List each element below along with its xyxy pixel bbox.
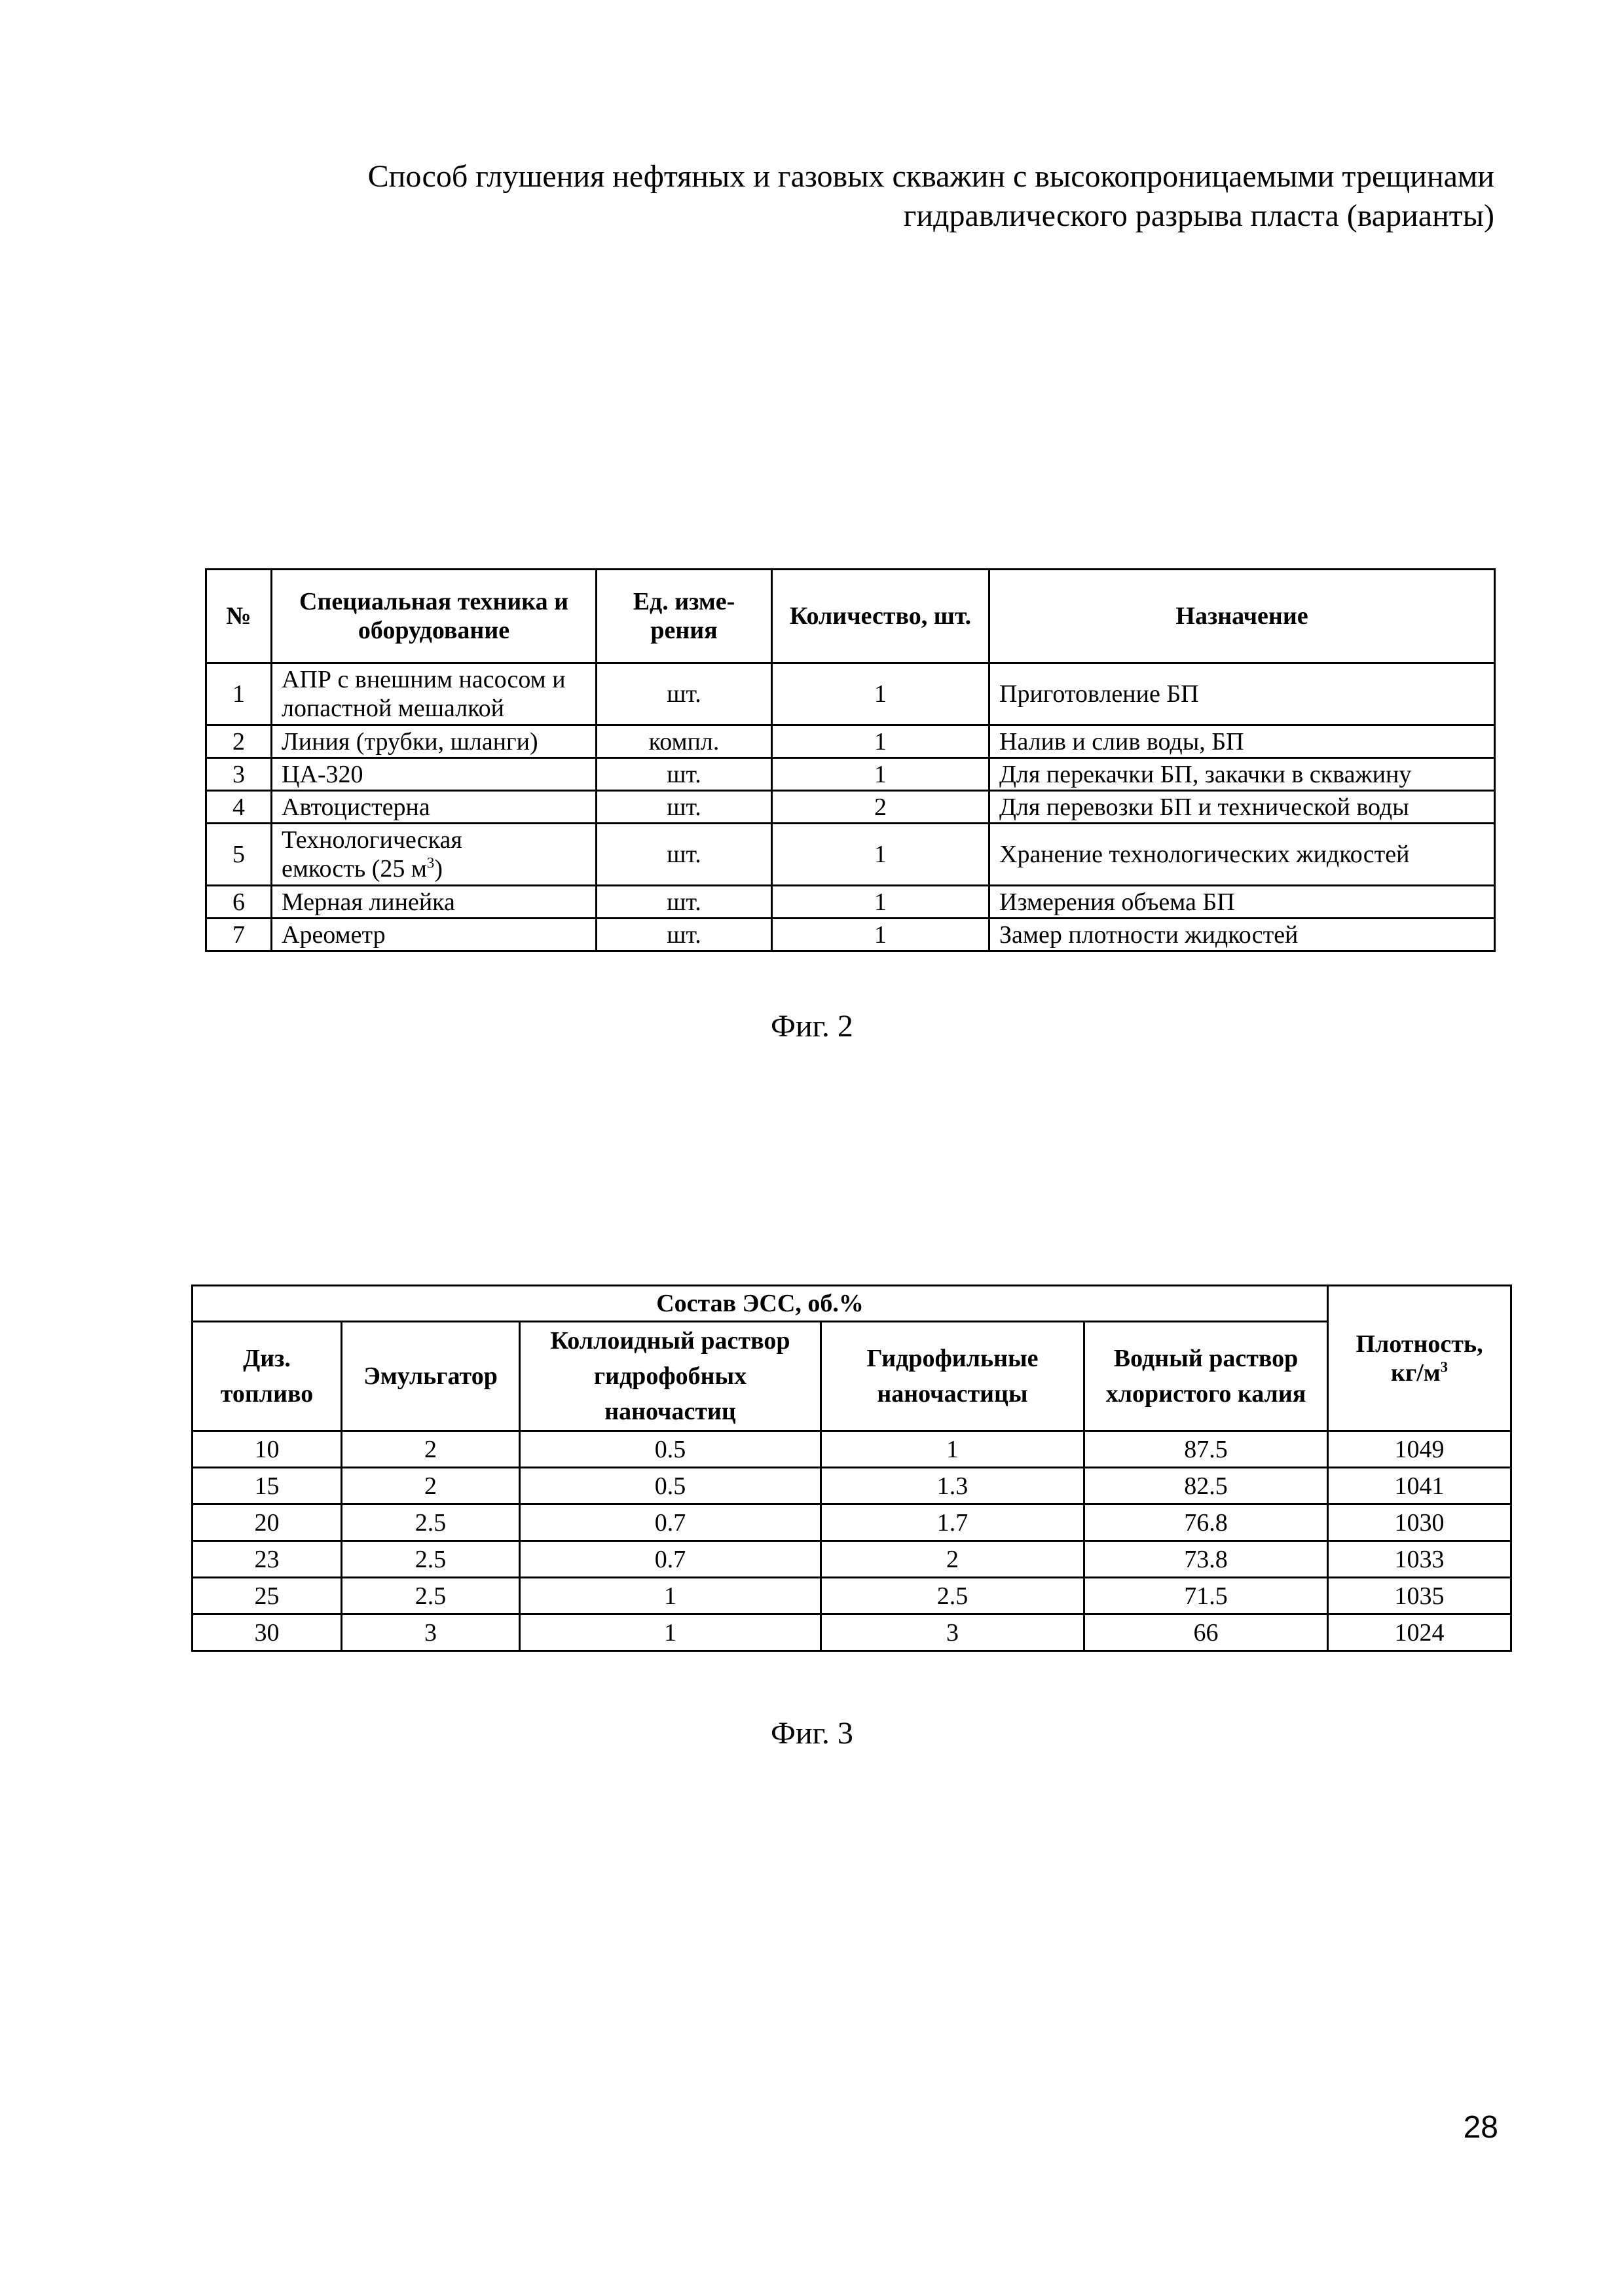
- row-equipment: Ареометр: [272, 919, 597, 951]
- figure-3-caption: Фиг. 3: [0, 1715, 1624, 1751]
- row-num: 7: [206, 919, 272, 951]
- row-unit: шт.: [597, 663, 772, 725]
- cell-kcl: 82.5: [1084, 1468, 1328, 1504]
- table-row: [206, 663, 1495, 725]
- cell-kcl: 76.8: [1084, 1504, 1328, 1541]
- cell-emulsifier: 2.5: [342, 1504, 520, 1541]
- row-quantity: 1: [772, 663, 989, 725]
- document-page: [0, 0, 1624, 2296]
- row-unit: шт.: [597, 758, 772, 791]
- row-unit: шт.: [597, 919, 772, 951]
- row-equipment: ЦА-320: [272, 758, 597, 791]
- equipment-table: [205, 568, 1496, 952]
- row-quantity: 1: [772, 758, 989, 791]
- row-num: 1: [206, 663, 272, 725]
- cell-colloid: 0.5: [520, 1468, 821, 1504]
- cell-density: 1030: [1328, 1504, 1511, 1541]
- row-quantity: 1: [772, 886, 989, 919]
- table-row: [193, 1541, 1511, 1578]
- row-purpose: Приготовление БП: [989, 663, 1495, 725]
- header-unit: Ед. изме-рения: [597, 570, 772, 663]
- document-title: [119, 157, 1494, 236]
- cell-hydrophilic: 2: [821, 1541, 1084, 1578]
- cell-colloid: 1: [520, 1578, 821, 1614]
- table-row: [193, 1431, 1511, 1468]
- header-emulsifier: Эмульгатор: [342, 1322, 520, 1431]
- composition-header-row: [193, 1322, 1511, 1431]
- cell-emulsifier: 2.5: [342, 1578, 520, 1614]
- cell-kcl: 73.8: [1084, 1541, 1328, 1578]
- table-row: [206, 886, 1495, 919]
- cell-hydrophilic: 2.5: [821, 1578, 1084, 1614]
- cell-hydrophilic: 3: [821, 1614, 1084, 1651]
- header-quantity: Количество, шт.: [772, 570, 989, 663]
- row-purpose: Измерения объема БП: [989, 886, 1495, 919]
- cell-hydrophilic: 1.7: [821, 1504, 1084, 1541]
- cell-diesel: 10: [193, 1431, 342, 1468]
- density-superscript: 3: [1441, 1358, 1448, 1375]
- row-equipment: Мерная линейка: [272, 886, 597, 919]
- row-num: 2: [206, 725, 272, 758]
- row-unit: шт.: [597, 824, 772, 886]
- row-purpose: Хранение технологических жидкостей: [989, 824, 1495, 886]
- header-purpose: Назначение: [989, 570, 1495, 663]
- cell-diesel: 20: [193, 1504, 342, 1541]
- row-equipment: Автоцистерна: [272, 791, 597, 824]
- table-row: [193, 1468, 1511, 1504]
- table-row: [206, 919, 1495, 951]
- row-unit: шт.: [597, 791, 772, 824]
- density-label: Плотность, кг/м: [1356, 1330, 1483, 1387]
- title-line-1: Способ глушения нефтяных и газовых скважин с высокопроницаемыми трещинами: [119, 157, 1494, 196]
- table-row: [206, 791, 1495, 824]
- header-density: [1328, 1286, 1511, 1431]
- table-row: [193, 1614, 1511, 1651]
- row-equipment: [272, 824, 597, 886]
- cell-emulsifier: 2.5: [342, 1541, 520, 1578]
- row-unit: шт.: [597, 886, 772, 919]
- row-num: 6: [206, 886, 272, 919]
- cell-diesel: 30: [193, 1614, 342, 1651]
- header-hydrophilic: Гидрофильные наночастицы: [821, 1322, 1084, 1431]
- row-quantity: 1: [772, 919, 989, 951]
- cell-colloid: 1: [520, 1614, 821, 1651]
- header-kcl: Водный раствор хлористого калия: [1084, 1322, 1328, 1431]
- row-unit: компл.: [597, 725, 772, 758]
- header-composition-group: Состав ЭСС, об.%: [193, 1286, 1328, 1322]
- cell-hydrophilic: 1.3: [821, 1468, 1084, 1504]
- row-purpose: Для перекачки БП, закачки в скважину: [989, 758, 1495, 791]
- cell-emulsifier: 2: [342, 1431, 520, 1468]
- table-row: [206, 725, 1495, 758]
- row-purpose: Налив и слив воды, БП: [989, 725, 1495, 758]
- row-quantity: 2: [772, 791, 989, 824]
- cell-colloid: 0.5: [520, 1431, 821, 1468]
- cell-kcl: 87.5: [1084, 1431, 1328, 1468]
- title-line-2: гидравлического разрыва пласта (варианты): [119, 196, 1494, 236]
- row-purpose: Для перевозки БП и технической воды: [989, 791, 1495, 824]
- cell-emulsifier: 2: [342, 1468, 520, 1504]
- cell-kcl: 71.5: [1084, 1578, 1328, 1614]
- table-row: [193, 1578, 1511, 1614]
- equipment-close-paren: ): [434, 855, 443, 883]
- equipment-line-1: Технологическая: [282, 826, 462, 854]
- cell-density: 1033: [1328, 1541, 1511, 1578]
- equipment-header-row: [206, 570, 1495, 663]
- header-diesel: Диз. топливо: [193, 1322, 342, 1431]
- cell-diesel: 23: [193, 1541, 342, 1578]
- cell-colloid: 0.7: [520, 1541, 821, 1578]
- row-num: 5: [206, 824, 272, 886]
- row-quantity: 1: [772, 824, 989, 886]
- header-num: №: [206, 570, 272, 663]
- cell-diesel: 15: [193, 1468, 342, 1504]
- cell-kcl: 66: [1084, 1614, 1328, 1651]
- table-row: [193, 1504, 1511, 1541]
- row-purpose: Замер плотности жидкостей: [989, 919, 1495, 951]
- composition-group-header-row: [193, 1286, 1511, 1322]
- cell-emulsifier: 3: [342, 1614, 520, 1651]
- row-num: 4: [206, 791, 272, 824]
- superscript-3: 3: [427, 854, 434, 871]
- row-quantity: 1: [772, 725, 989, 758]
- table-row: [206, 824, 1495, 886]
- cell-density: 1035: [1328, 1578, 1511, 1614]
- row-num: 3: [206, 758, 272, 791]
- row-equipment: АПР с внешним насосом и лопастной мешалкой: [272, 663, 597, 725]
- cell-diesel: 25: [193, 1578, 342, 1614]
- cell-density: 1024: [1328, 1614, 1511, 1651]
- cell-colloid: 0.7: [520, 1504, 821, 1541]
- row-equipment: Линия (трубки, шланги): [272, 725, 597, 758]
- figure-2-caption: Фиг. 2: [0, 1008, 1624, 1044]
- cell-density: 1041: [1328, 1468, 1511, 1504]
- cell-hydrophilic: 1: [821, 1431, 1084, 1468]
- composition-table: [191, 1285, 1512, 1652]
- table-row: [206, 758, 1495, 791]
- equipment-line-2: емкость (25 м: [282, 855, 427, 883]
- cell-density: 1049: [1328, 1431, 1511, 1468]
- page-number: 28: [1464, 2109, 1498, 2145]
- header-equipment: Специальная техника и оборудование: [272, 570, 597, 663]
- header-colloid: Коллоидный раствор гидрофобных наночастиц: [520, 1322, 821, 1431]
